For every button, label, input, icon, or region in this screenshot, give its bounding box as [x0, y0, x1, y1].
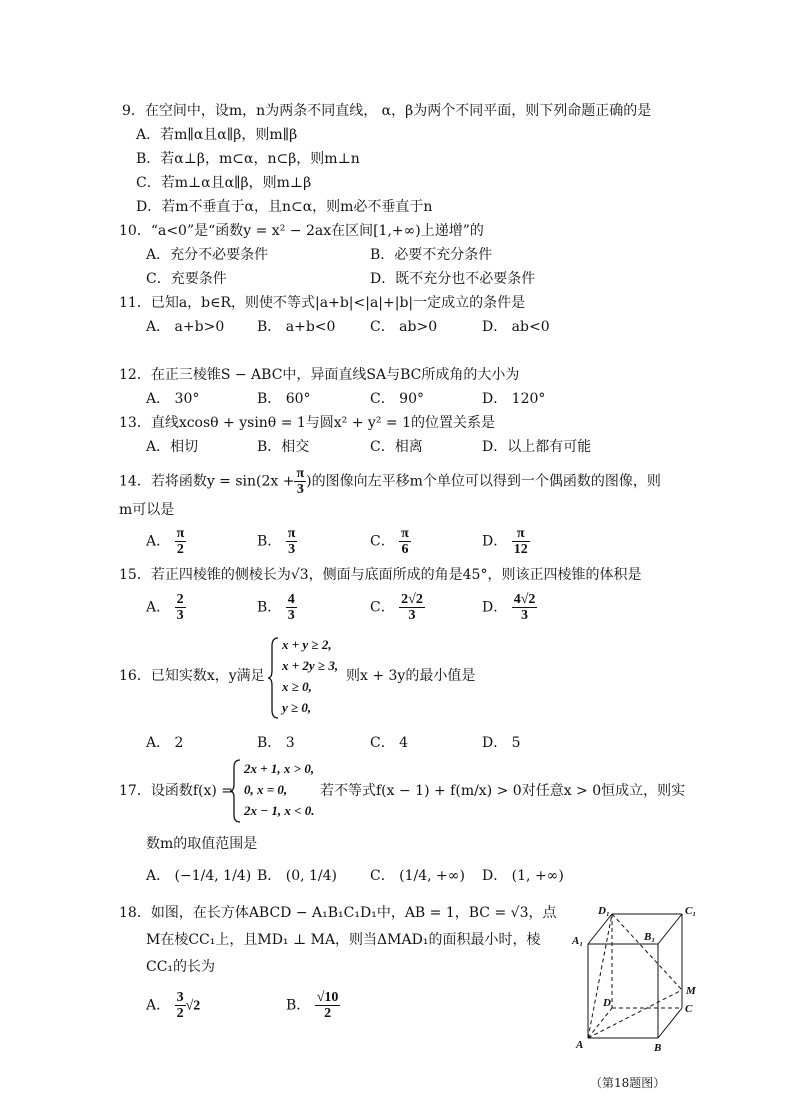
q12-stem: 12．在正三棱锥S − ABC中，异面直线SA与BC所成角的大小为: [119, 367, 520, 383]
q17-option-a: A． (−1/4, 1/4): [146, 868, 252, 884]
label-B1: B₁: [644, 931, 656, 943]
q15-d-label: D．: [482, 599, 508, 616]
q14-stem-post: )的图像向左平移m个单位可以得到一个偶函数的图像，则: [306, 473, 661, 490]
q15-b-frac: [286, 592, 297, 623]
q18-a-tail: √2: [185, 998, 201, 1014]
q16-stem-pre: 16．已知实数x，y满足: [119, 668, 265, 684]
q10-option-b: B．必要不充分条件: [370, 247, 493, 263]
q16-constraint: x + 2y ≥ 3,: [282, 658, 339, 673]
q15-d-den: 3: [521, 608, 529, 623]
q14-c-frac: [399, 526, 411, 557]
label-D: D: [603, 997, 611, 1009]
q16-option-b: B． 3: [257, 735, 295, 751]
q15-a-num: 2: [176, 592, 184, 607]
q18-line3: CC₁的长为: [146, 959, 216, 975]
q14-stem-cont: m可以是: [119, 502, 175, 518]
q14-d-frac: [512, 526, 530, 557]
q11-option-a: A． a+b>0: [146, 319, 225, 335]
q14-c-label: C．: [370, 533, 395, 550]
q18-cuboid-figure: [568, 900, 718, 1072]
q18-b-label: B．: [286, 997, 311, 1014]
q18-line1: 18．如图，在长方体ABCD − A₁B₁C₁D₁中，AB = 1，BC = √3，点: [119, 905, 557, 921]
q15-option-a: [146, 592, 186, 623]
q14-d-num: π: [512, 526, 530, 542]
q14-option-a: [146, 526, 186, 557]
q15-stem: 15．若正四棱锥的侧棱长为√3，侧面与底面所成的角是45°，则该正四棱锥的体积是: [119, 567, 642, 583]
q11-option-b: B． a+b<0: [257, 319, 336, 335]
q15-a-label: A．: [146, 599, 171, 616]
q15-c-den: 3: [408, 608, 416, 623]
q18-b-num: √10: [316, 990, 339, 1005]
q16-constraint: y ≥ 0,: [282, 700, 312, 715]
q10-stem: 10．“a<0”是“函数y = x² − 2ax在区间[1,+∞)上递增”的: [119, 223, 484, 239]
q16-constraint: x ≥ 0,: [282, 679, 312, 694]
q15-c-label: C．: [370, 599, 395, 616]
q15-option-c: [370, 592, 425, 623]
q9-option-d: D．若m不垂直于α，且n⊂α，则m必不垂直于n: [136, 199, 433, 215]
q15-a-den: 3: [176, 608, 184, 623]
q10-option-c: C．充要条件: [146, 271, 227, 287]
q15-b-label: B．: [257, 599, 282, 616]
q17-option-b: B． (0, 1/4): [257, 868, 338, 884]
q15-b-den: 3: [287, 608, 295, 623]
q18-line2: M在棱CC₁上，且MD₁ ⊥ MA，则当ΔMAD₁的面积最小时，棱: [146, 932, 541, 948]
q18-a-frac: [175, 990, 186, 1021]
q14-option-d: [482, 526, 530, 557]
q9-option-a: A．若m∥α且α∥β，则m∥β: [136, 127, 298, 143]
q14-a-frac: [175, 526, 187, 557]
q9-stem: 9．在空间中，设m，n为两条不同直线， α，β为两个不同平面，则下列命题正确的是: [122, 103, 652, 119]
q12-option-c: C． 90°: [370, 391, 424, 407]
label-A: A: [576, 1039, 584, 1051]
q14-frac-num: π: [296, 466, 305, 481]
q13-option-c: C．相离: [370, 439, 423, 455]
q18-option-a: [146, 990, 200, 1021]
q14-frac-den: 3: [296, 482, 304, 497]
q14-c-den: 6: [401, 542, 409, 557]
q14-a-num: π: [176, 526, 185, 541]
q14-stem: [119, 466, 661, 497]
q9-option-b: B．若α⊥β，m⊂α，n⊂β，则m⊥n: [136, 151, 360, 167]
q13-option-d: D．以上都有可能: [482, 439, 592, 455]
q15-a-frac: [175, 592, 186, 623]
q14-a-label: A．: [146, 533, 171, 550]
q17-piece: 2x − 1, x < 0.: [244, 803, 315, 818]
q11-option-c: C． ab>0: [370, 319, 438, 335]
q12-option-d: D． 120°: [482, 391, 546, 407]
q14-b-den: 3: [288, 542, 296, 557]
q14-stem-pre: 14．若将函数y = sin(2x +: [119, 473, 295, 490]
q11-stem: 11．已知a，b∈R，则使不等式|a+b|<|a|+|b|一定成立的条件是: [119, 295, 526, 311]
q16-constraint: x + y ≥ 2,: [282, 637, 332, 652]
q17-piecewise: [244, 758, 315, 821]
q17-piece: 0, x = 0,: [244, 782, 288, 797]
q14-b-num: π: [287, 526, 296, 541]
label-C: C: [685, 1003, 693, 1015]
label-D1: D₁: [598, 905, 610, 917]
q17-stem-cont: 数m的取值范围是: [146, 836, 258, 852]
q10-option-a: A．充分不必要条件: [146, 247, 269, 263]
label-C1: C₁: [685, 905, 697, 917]
q16-option-a: A． 2: [146, 735, 184, 751]
q14-b-frac: [286, 526, 298, 557]
q16-option-c: C． 4: [370, 735, 409, 751]
q14-option-c: [370, 526, 411, 557]
q18-figure-caption: （第18题图）: [590, 1076, 666, 1090]
q15-c-frac: [399, 592, 425, 623]
q14-a-den: 2: [176, 542, 184, 557]
q13-option-a: A．相切: [146, 439, 199, 455]
q14-stem-fraction: [294, 466, 306, 497]
q17-stem-pre: 17．设函数f(x) =: [119, 783, 233, 799]
q15-option-d: [482, 592, 537, 623]
q12-option-b: B． 60°: [257, 391, 311, 407]
q10-option-d: D．既不充分也不必要条件: [370, 271, 536, 287]
q13-stem: 13．直线xcosθ + ysinθ = 1与圆x² + y² = 1的位置关系是: [119, 415, 495, 431]
q14-c-num: π: [401, 526, 409, 541]
q17-brace-icon: [230, 758, 242, 824]
q15-option-b: [257, 592, 297, 623]
q14-option-b: [257, 526, 297, 557]
q16-option-d: D． 5: [482, 735, 521, 751]
q9-option-c: C．若m⊥α且α∥β，则m⊥β: [136, 175, 312, 191]
q18-a-den: 2: [176, 1006, 184, 1021]
q18-a-label: A．: [146, 997, 171, 1014]
q16-brace-icon: [268, 636, 280, 720]
q11-option-d: D． ab<0: [482, 319, 550, 335]
q16-stem-post: 则x + 3y的最小值是: [346, 668, 476, 684]
q17-stem-post: 若不等式f(x − 1) + f(m/x) > 0对任意x > 0恒成立，则实: [320, 783, 686, 799]
q17-option-d: D． (1, +∞): [482, 868, 564, 884]
label-A1: A₁: [572, 935, 584, 947]
label-B: B: [654, 1042, 662, 1054]
q18-b-den: 2: [324, 1006, 332, 1021]
label-M: M: [686, 985, 696, 997]
q15-d-num: 4√2: [513, 592, 536, 607]
q17-piece: 2x + 1, x > 0,: [244, 761, 315, 776]
q14-b-label: B．: [257, 533, 282, 550]
q12-option-a: A． 30°: [146, 391, 200, 407]
q13-option-b: B．相交: [257, 439, 310, 455]
q15-b-num: 4: [287, 592, 295, 607]
q15-d-frac: [512, 592, 538, 623]
q18-b-frac: [315, 990, 341, 1021]
q18-a-num: 3: [176, 990, 184, 1005]
q14-d-den: 12: [513, 542, 528, 557]
q15-c-num: 2√2: [401, 592, 423, 607]
q14-d-label: D．: [482, 533, 508, 550]
q18-option-b: [286, 990, 340, 1021]
q17-option-c: C． (1/4, +∞): [370, 868, 465, 884]
q16-constraint-system: [282, 634, 338, 718]
